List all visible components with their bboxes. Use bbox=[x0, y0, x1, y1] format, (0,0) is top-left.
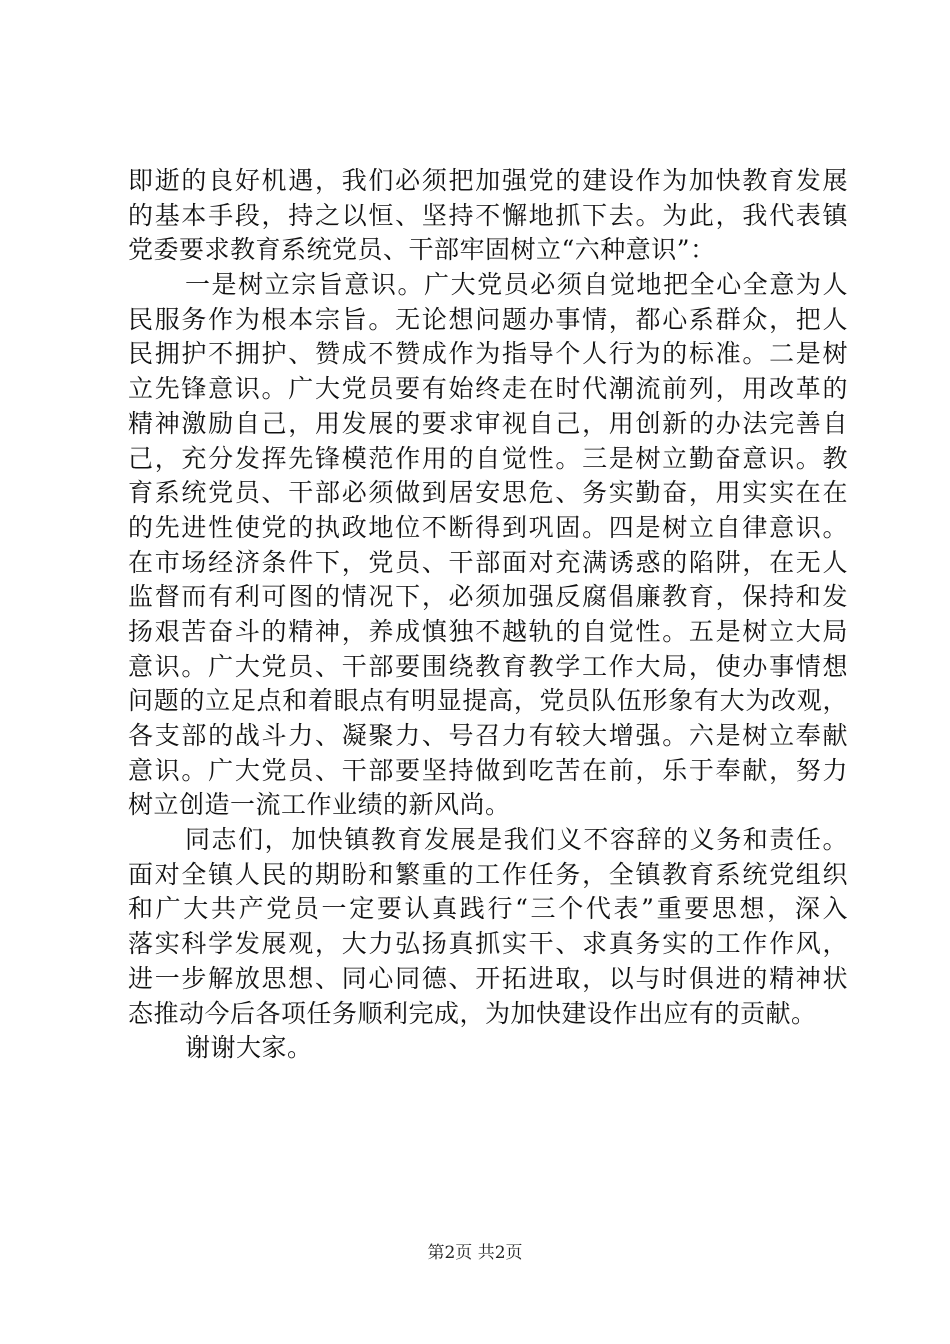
text-line: 民拥护不拥护、赞成不赞成作为指导个人行为的标准。二是树 bbox=[128, 339, 848, 369]
text-line: 精神激励自己，用发展的要求审视自己，用创新的办法完善自 bbox=[128, 408, 848, 438]
text-line: 各支部的战斗力、凝聚力、号召力有较大增强。六是树立奉献 bbox=[128, 721, 848, 750]
text-line: 监督而有利可图的情况下，必须加强反腐倡廉教育，保持和发 bbox=[128, 582, 848, 612]
text-line: 党委要求教育系统党员、干部牢固树立“六种意识”： bbox=[128, 235, 716, 265]
text-line: 和广大共产党员一定要认真践行“三个代表”重要思想，深入 bbox=[128, 894, 848, 924]
text-line: 同志们，加快镇教育发展是我们义不容辞的义务和责任。 bbox=[185, 825, 848, 855]
text-line: 扬艰苦奋斗的精神，养成慎独不越轨的自觉性。五是树立大局 bbox=[128, 616, 848, 646]
text-line: 的基本手段，持之以恒、坚持不懈地抓下去。为此，我代表镇 bbox=[128, 200, 848, 230]
text-line: 一是树立宗旨意识。广大党员必须自觉地把全心全意为人 bbox=[185, 270, 848, 300]
text-line: 问题的立足点和着眼点有明显提高，党员队伍形象有大为改观， bbox=[128, 686, 848, 716]
page-footer: 第2页 共2页 bbox=[427, 1243, 523, 1263]
text-line: 落实科学发展观，大力弘扬真抓实干、求真务实的工作作风， bbox=[128, 929, 848, 959]
text-line: 态推动今后各项任务顺利完成，为加快建设作出应有的贡献。 bbox=[128, 998, 817, 1028]
text-line: 民服务作为根本宗旨。无论想问题办事情，都心系群众，把人 bbox=[128, 304, 848, 334]
document-body bbox=[128, 164, 848, 1066]
text-line: 在市场经济条件下，党员、干部面对充满诱惑的陷阱，在无人 bbox=[128, 547, 848, 577]
text-line: 的先进性使党的执政地位不断得到巩固。四是树立自律意识。 bbox=[128, 512, 848, 542]
text-line: 树立创造一流工作业绩的新风尚。 bbox=[128, 790, 511, 820]
text-line: 意识。广大党员、干部要坚持做到吃苦在前，乐于奉献，努力 bbox=[128, 755, 848, 785]
text-line: 进一步解放思想、同心同德、开拓进取，以与时俱进的精神状 bbox=[128, 963, 848, 993]
text-line: 己，充分发挥先锋模范作用的自觉性。三是树立勤奋意识。教 bbox=[128, 443, 848, 473]
text-line: 立先锋意识。广大党员要有始终走在时代潮流前列，用改革的 bbox=[128, 374, 848, 404]
text-line: 即逝的良好机遇，我们必须把加强党的建设作为加快教育发展 bbox=[128, 166, 848, 195]
text-line: 面对全镇人民的期盼和繁重的工作任务，全镇教育系统党组织 bbox=[128, 859, 848, 889]
text-line: 育系统党员、干部必须做到居安思危、务实勤奋，用实实在在 bbox=[128, 478, 848, 508]
text-line: 意识。广大党员、干部要围绕教育教学工作大局，使办事情想 bbox=[128, 651, 848, 681]
text-line: 谢谢大家。 bbox=[185, 1033, 313, 1063]
